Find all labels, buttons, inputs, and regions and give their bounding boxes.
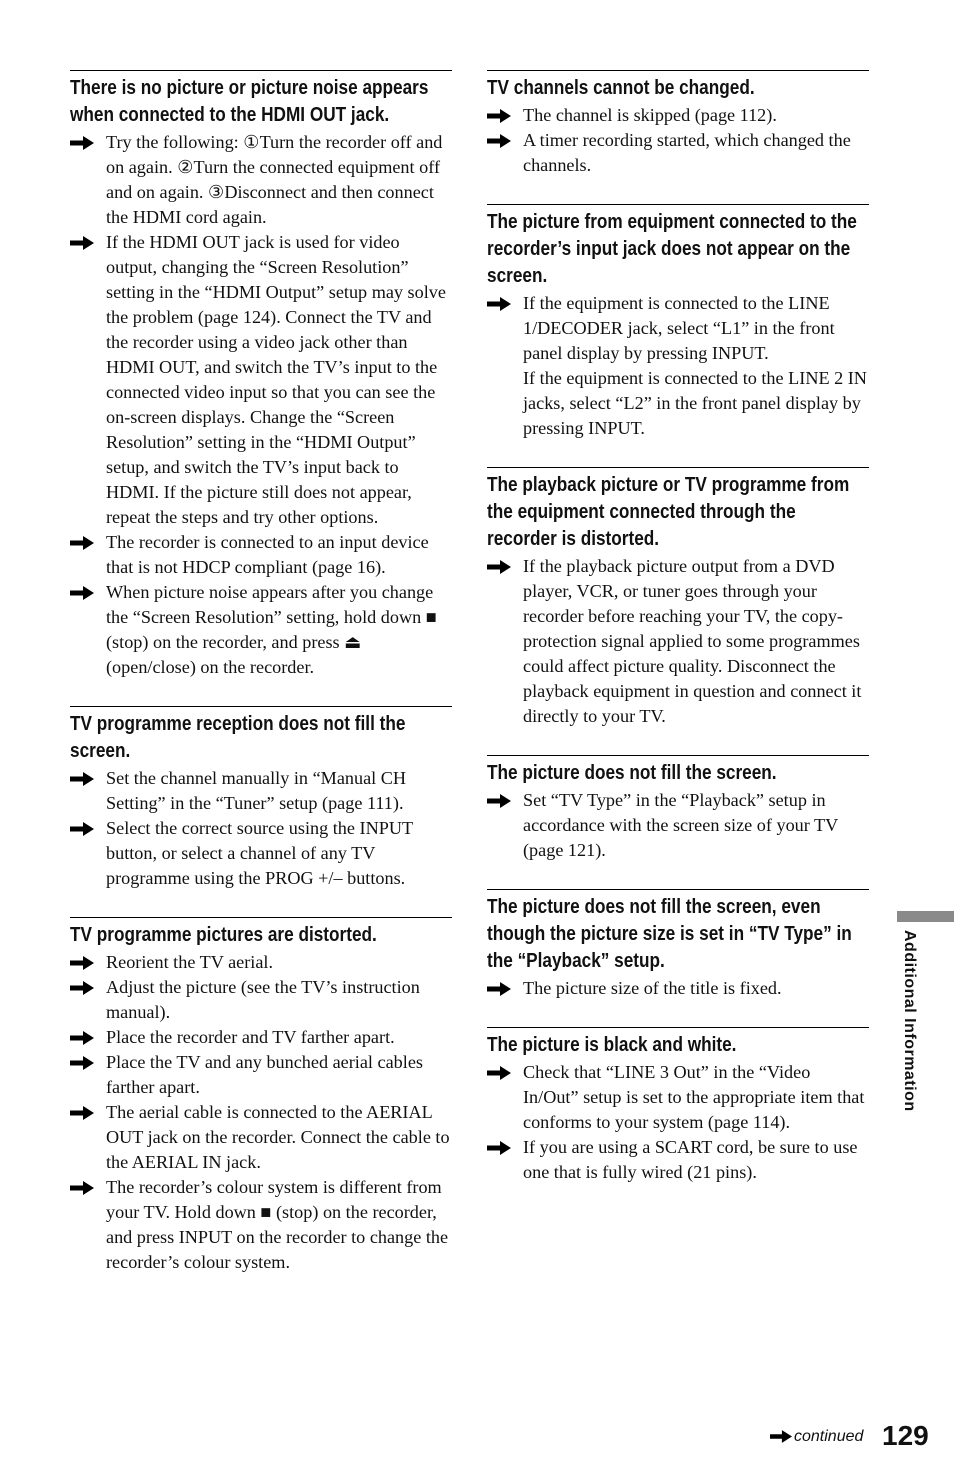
section-black-and-white [487,1027,869,1185]
section-picture-not-fill-tv-type [487,889,869,1001]
list-item: Place the recorder and TV farther apart. [70,1025,452,1050]
arrow-icon [487,560,511,574]
arrow-icon [487,1141,511,1155]
list-item: The recorder is connected to an input device that is not HDCP compliant (page 16). [70,530,452,580]
left-column [70,70,452,1301]
list-item: Place the TV and any bunched aerial cables farther apart. [70,1050,452,1100]
list-item: If the playback picture output from a DVD player, VCR, or tuner goes through your recorder before reaching your TV, the copy-protection signal applied to some programmes could affect picture quality. Disconnect the playback equipment in question and connect it directly to your TV. [487,554,869,729]
arrow-icon [70,536,94,550]
section-heading: The picture does not fill the screen, even though the picture size is set in “TV Type” in the “Playback” setup. [487,896,852,972]
list-item: The picture size of the title is fixed. [487,976,869,1001]
arrow-icon [70,822,94,836]
list-item: Check that “LINE 3 Out” in the “Video In/Out” setup is set to the appropriate item that conforms to your system (page 114). [487,1060,869,1135]
arrow-icon [487,1066,511,1080]
list-item: Adjust the picture (see the TV’s instruction manual). [70,975,452,1025]
list-item: Select the correct source using the INPUT button, or select a channel of any TV programme using the PROG +/– buttons. [70,816,452,891]
arrow-icon [487,134,511,148]
arrow-icon [70,1031,94,1045]
arrow-icon [70,772,94,786]
list-item: If the equipment is connected to the LINE 1/DECODER jack, select “L1” in the front panel display by pressing INPUT. [487,291,869,366]
section-reception-not-fill [70,706,452,891]
list-item: If you are using a SCART cord, be sure to use one that is fully wired (21 pins). [487,1135,869,1185]
arrow-icon [70,1106,94,1120]
arrow-icon [70,956,94,970]
arrow-icon [487,794,511,808]
right-column [487,70,869,1211]
arrow-icon [770,1430,792,1443]
arrow-icon [70,586,94,600]
section-picture-not-fill [487,755,869,863]
side-tab-label: Additional Information [901,930,918,1112]
section-heading: The playback picture or TV programme from the equipment connected through the recorder is distorted. [487,474,850,550]
section-playback-distorted [487,467,869,729]
list-item-continuation: If the equipment is connected to the LINE 2 IN jacks, select “L2” in the front panel display by pressing INPUT. [523,368,867,438]
section-heading: TV programme pictures are distorted. [70,924,377,946]
list-item: Set “TV Type” in the “Playback” setup in accordance with the screen size of your TV (page 121). [487,788,869,863]
arrow-icon [70,236,94,250]
arrow-icon [70,1181,94,1195]
list-item: When picture noise appears after you change the “Screen Resolution” setting, hold down ■ (stop) on the recorder, and press ⏏ (open/close) on the recorder. [70,580,452,680]
section-channels-not-changed [487,70,869,178]
list-item: The recorder’s colour system is different from your TV. Hold down ■ (stop) on the recorder, and press INPUT on the recorder to change the recorder’s colour system. [70,1175,452,1275]
list-item: Try the following: ①Turn the recorder off and on again. ②Turn the connected equipment off and on again. ③Disconnect and then connect the HDMI cord again. [70,130,452,230]
arrow-icon [487,109,511,123]
section-input-jack-no-picture [487,204,869,441]
section-hdmi-no-picture [70,70,452,680]
section-heading: The picture is black and white. [487,1034,737,1056]
section-heading: There is no picture or picture noise appears when connected to the HDMI OUT jack. [70,77,429,126]
list-item: A timer recording started, which changed the channels. [487,128,869,178]
arrow-icon [487,982,511,996]
arrow-icon [70,136,94,150]
list-item: The channel is skipped (page 112). [487,103,869,128]
side-tab-bar [897,911,954,922]
list-item: If the HDMI OUT jack is used for video output, changing the “Screen Resolution” setting in the “HDMI Output” setup may solve the problem (page 124). Connect the TV and the recorder using a video jack other than HDMI OUT, and switch the TV’s input to the connected video input so that you can see the on-screen displays. Change the “Screen Resolution” setting in the “HDMI Output” setup, and switch the TV’s input back to HDMI. If the picture still does not appear, repeat the steps and try other options. [70,230,452,530]
list-item: The aerial cable is connected to the AERIAL OUT jack on the recorder. Connect the cable to the AERIAL IN jack. [70,1100,452,1175]
section-heading: TV channels cannot be changed. [487,77,755,99]
side-tab [900,930,924,1130]
list-item: Reorient the TV aerial. [70,950,452,975]
section-heading: The picture does not fill the screen. [487,762,777,784]
list-item: Set the channel manually in “Manual CH Setting” in the “Tuner” setup (page 111). [70,766,452,816]
section-heading: The picture from equipment connected to the recorder’s input jack does not appear on the screen. [487,211,857,287]
arrow-icon [487,297,511,311]
continued-note: continued [770,1428,863,1446]
section-heading: TV programme reception does not fill the screen. [70,713,406,762]
section-pictures-distorted [70,917,452,1275]
arrow-icon [70,1056,94,1070]
page-number: 129 [882,1420,929,1451]
arrow-icon [70,981,94,995]
